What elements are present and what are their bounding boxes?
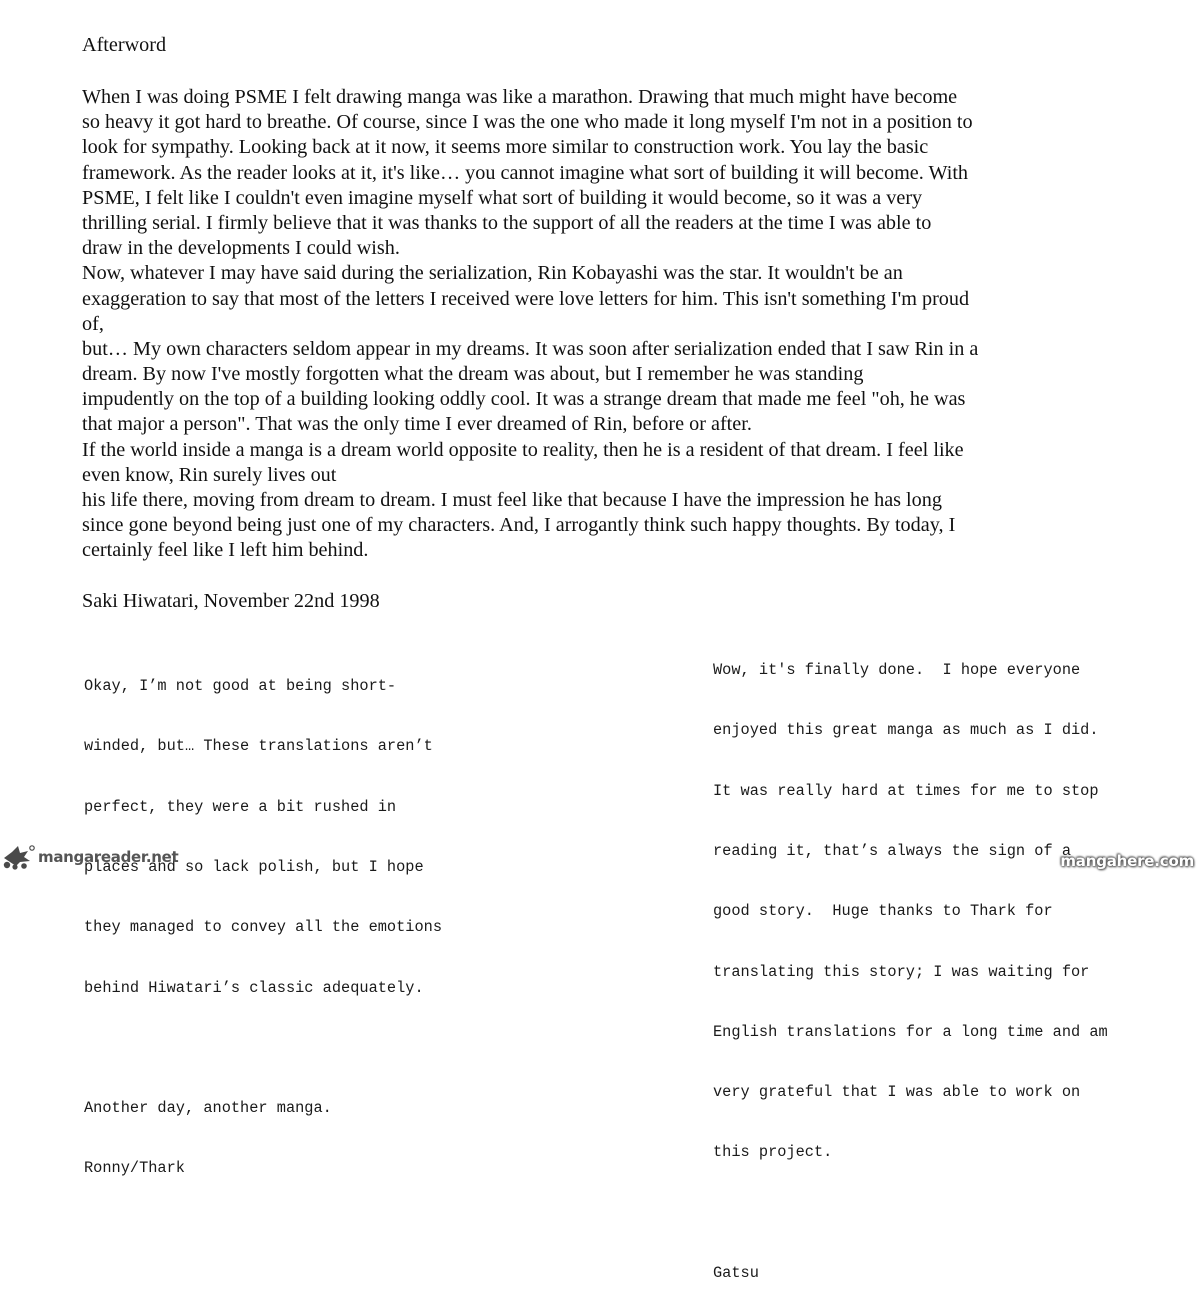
editor-note-line: good story. Huge thanks to Thark for — [713, 902, 1053, 921]
editor-note-line — [713, 1203, 1108, 1223]
mangareader-logo-icon — [2, 844, 36, 870]
editor-note-line: It was really hard at times for me to stop — [713, 781, 1099, 800]
afterword-title: Afterword — [82, 34, 167, 56]
afterword-line: thrilling serial. I firmly believe that it was thanks to the support of all the readers at the time I was able to — [82, 211, 932, 234]
editor-note-line: Wow, it's finally done. I hope everyone — [713, 661, 1081, 680]
afterword-line: look for sympathy. Looking back at it now, it seems more similar to construction work. You lay the basic — [82, 136, 929, 159]
afterword-line: even know, Rin surely lives out — [82, 463, 337, 486]
translator-note-line: winded, but… These translations aren’t — [84, 737, 433, 756]
afterword-line: dream. By now I've mostly forgotten what the dream was about, but I remember he was standing — [82, 363, 864, 386]
translator-note-line: they managed to convey all the emotions — [84, 918, 443, 937]
afterword-line: When I was doing PSME I felt drawing manga was like a marathon. Drawing that much might have become — [82, 86, 958, 108]
editor-note-line: very grateful that I was able to work on — [713, 1083, 1081, 1102]
afterword-line: If the world inside a manga is a dream world opposite to reality, then he is a resident of that dream. I feel like — [82, 438, 964, 461]
mangareader-watermark — [2, 843, 178, 871]
translator-note-line: Another day, another manga. — [84, 1099, 332, 1118]
author-signature: Saki Hiwatari, November 22nd 1998 — [82, 590, 380, 612]
afterword-line: PSME, I felt like I couldn't even imagine myself what sort of building it would become, so it was a very — [82, 186, 923, 209]
translator-note-line: Okay, I’m not good at being short- — [84, 677, 397, 696]
afterword-line: exaggeration to say that most of the letters I received were love letters for him. This isn't something I'm proud — [82, 287, 970, 310]
afterword-line: impudently on the top of a building looking oddly cool. It was a strange dream that made me feel "oh, he was — [82, 388, 966, 411]
translator-note-line: perfect, they were a bit rushed in — [84, 797, 397, 816]
editor-note — [713, 620, 1108, 1303]
afterword-line: framework. As the reader looks at it, it's like… you cannot imagine what sort of building it will become. With — [82, 161, 969, 184]
editor-note-line: English translations for a long time and am — [713, 1022, 1108, 1041]
translator-note-line: Ronny/Thark — [84, 1159, 185, 1178]
afterword-body — [82, 85, 978, 564]
afterword-line: that major a person". That was the only time I ever dreamed of Rin, before or after. — [82, 413, 752, 436]
afterword-line: since gone beyond being just one of my characters. And, I arrogantly think such happy thoughts. By today, I — [82, 514, 956, 537]
afterword-line: his life there, moving from dream to dream. I must feel like that because I have the impression he has long — [82, 489, 942, 511]
translator-note-line: behind Hiwatari’s classic adequately. — [84, 978, 424, 997]
translator-note-line — [84, 1038, 442, 1058]
afterword-line: draw in the developments I could wish. — [82, 237, 400, 260]
editor-note-line: translating this story; I was waiting for — [713, 962, 1090, 981]
editor-note-line: this project. — [713, 1143, 833, 1162]
mangareader-watermark-text: mangareader.net — [38, 848, 179, 866]
editor-note-line: reading it, that’s always the sign of a — [713, 842, 1072, 861]
mangahere-watermark: mangahere.com — [1060, 852, 1194, 870]
afterword-line: certainly feel like I left him behind. — [82, 539, 369, 562]
afterword-line: so heavy it got hard to breathe. Of course, since I was the one who made it long myself I'm not in a position to — [82, 111, 973, 134]
editor-note-line: enjoyed this great manga as much as I did. — [713, 721, 1099, 740]
translator-note-line: places and so lack polish, but I hope — [84, 858, 424, 877]
afterword-line: Now, whatever I may have said during the serialization, Rin Kobayashi was the star. It wouldn't be an — [82, 262, 903, 285]
afterword-line: but… My own characters seldom appear in my dreams. It was soon after serialization ended that I saw Rin in a — [82, 337, 979, 360]
editor-note-line: Gatsu — [713, 1264, 759, 1282]
afterword-line: of, — [82, 312, 104, 335]
translator-note — [84, 636, 442, 1199]
